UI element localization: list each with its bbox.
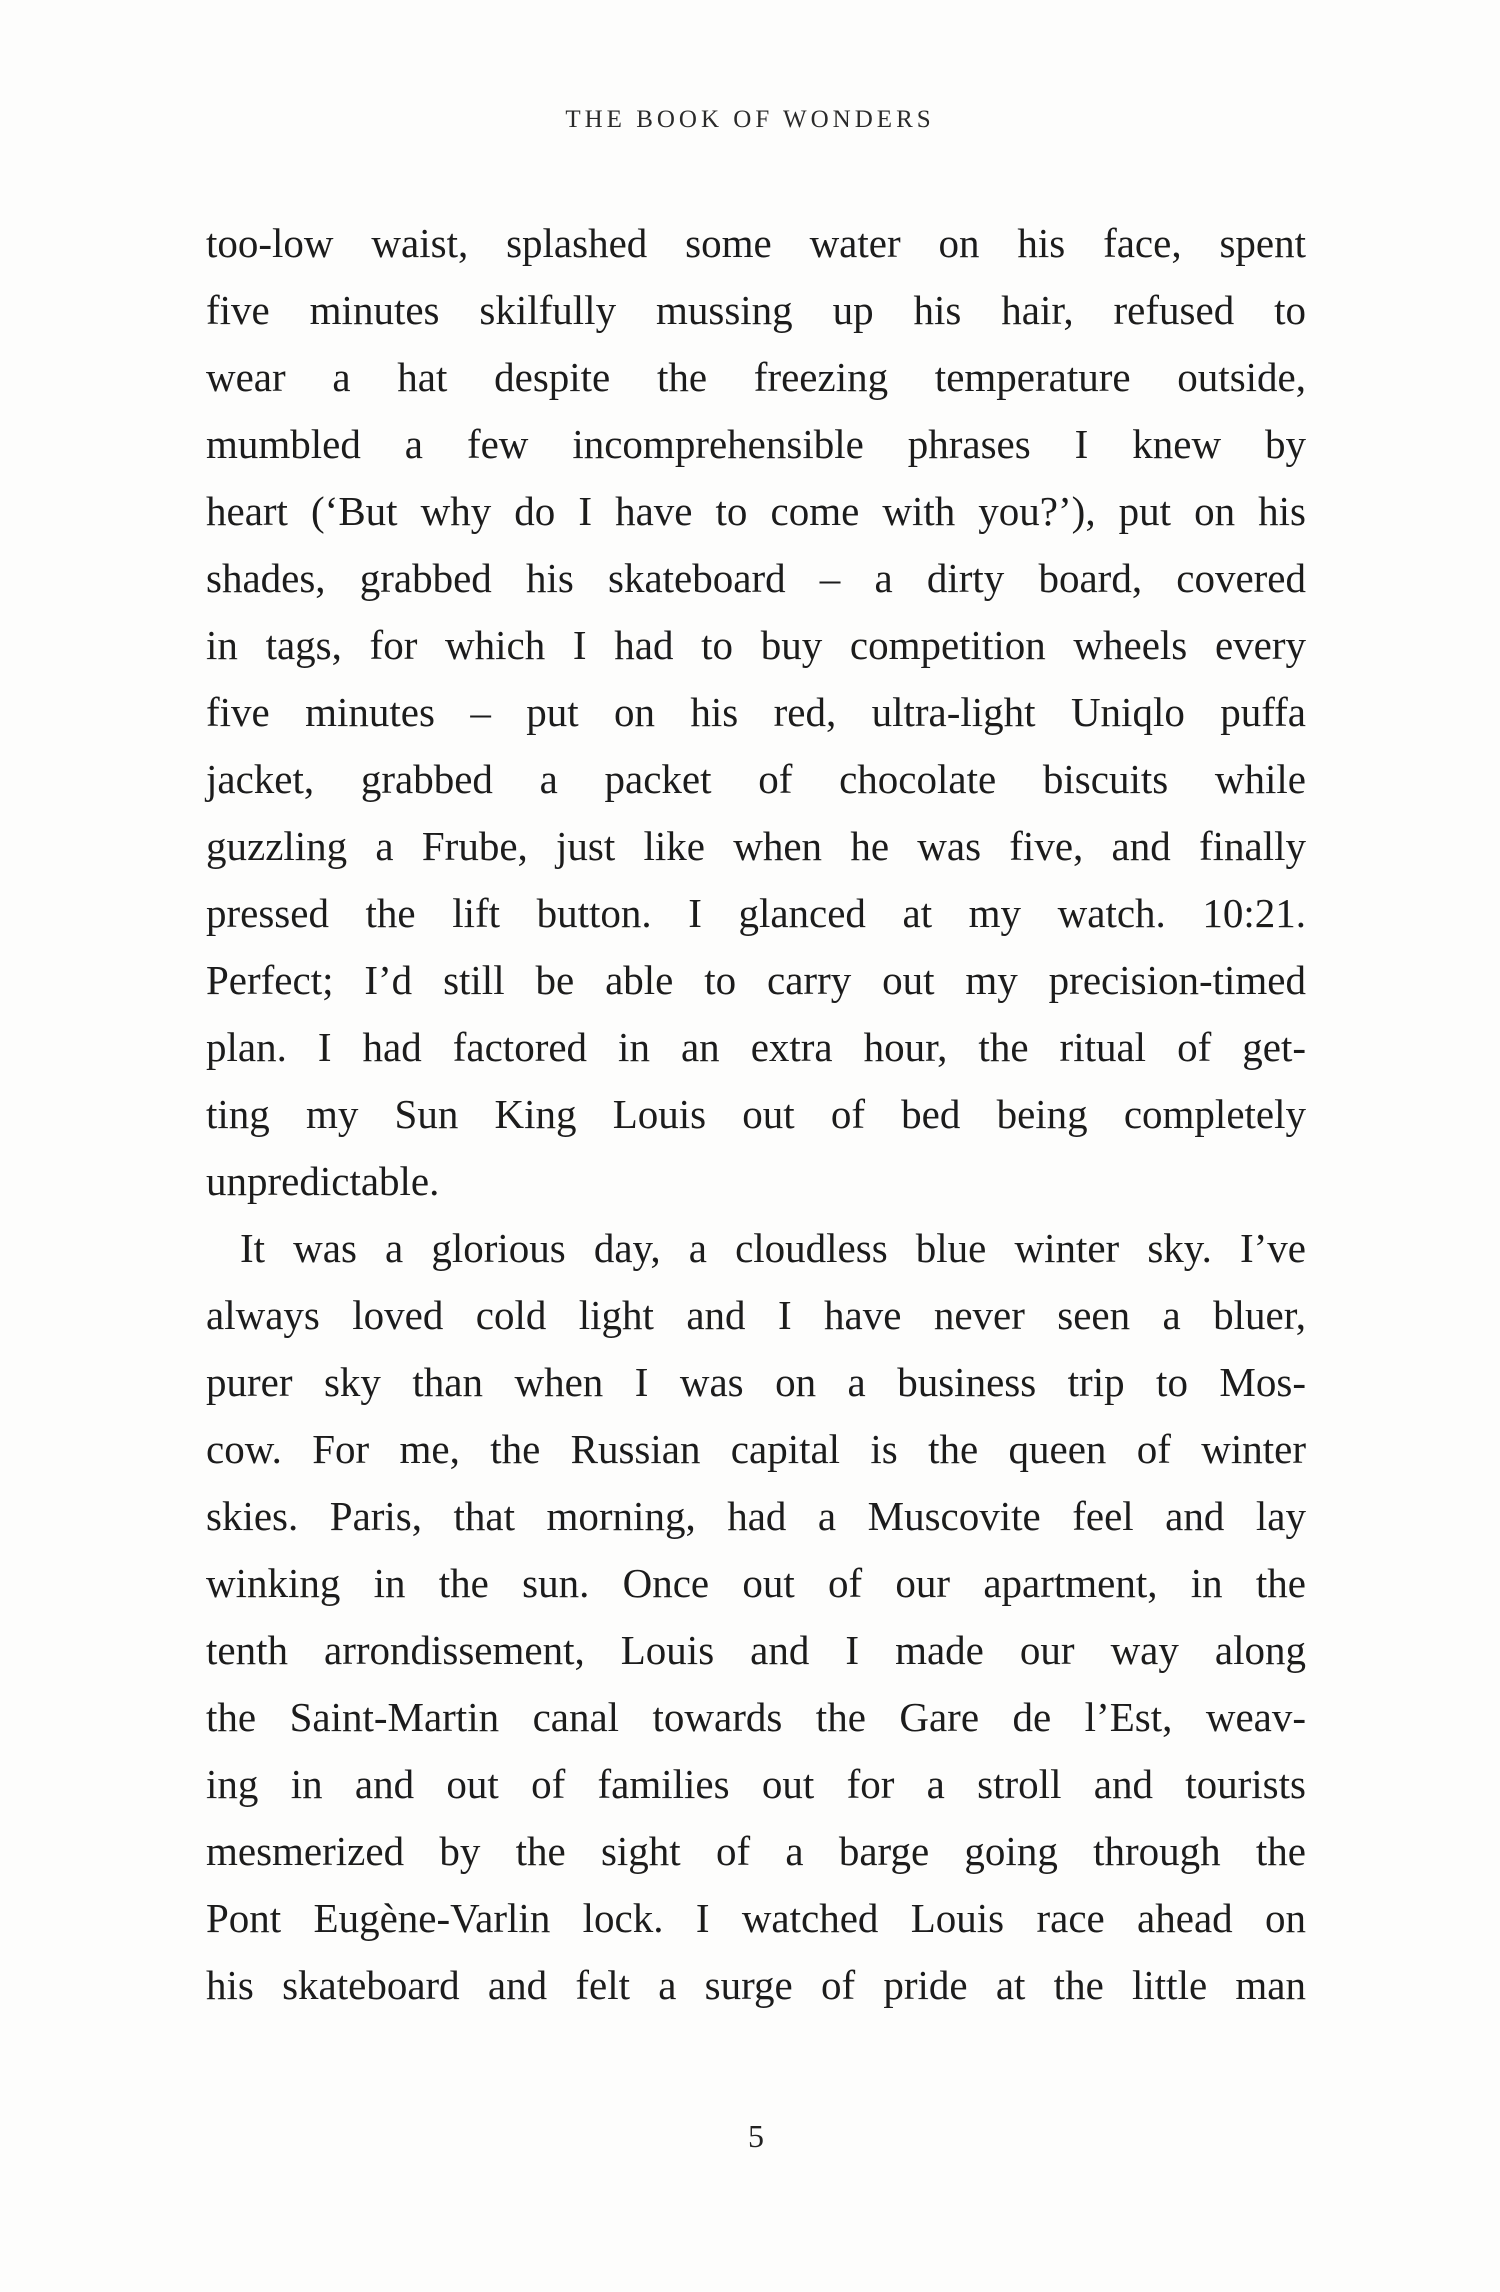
- paragraph-2: [206, 1215, 1306, 2019]
- text-line: Perfect; I’d still be able to carry out my precision-timed: [206, 957, 1306, 1003]
- text-line: shades, grabbed his skateboard – a dirty board, covered: [206, 555, 1306, 601]
- text-line: ting my Sun King Louis out of bed being completely: [206, 1091, 1306, 1137]
- text-line: pressed the lift button. I glanced at my watch. 10:21.: [206, 890, 1306, 936]
- text-line: plan. I had factored in an extra hour, the ritual of get-: [206, 1024, 1306, 1070]
- text-line: unpredictable.: [206, 1158, 440, 1204]
- text-line: in tags, for which I had to buy competition wheels every: [206, 622, 1306, 668]
- text-line: mesmerized by the sight of a barge going through the: [206, 1828, 1306, 1874]
- text-line: five minutes – put on his red, ultra-light Uniqlo puffa: [206, 689, 1306, 735]
- text-line: tenth arrondissement, Louis and I made our way along: [206, 1627, 1306, 1673]
- text-line: cow. For me, the Russian capital is the queen of winter: [206, 1426, 1306, 1472]
- page-number: 5: [748, 2118, 764, 2154]
- text-line: guzzling a Frube, just like when he was five, and finally: [206, 823, 1306, 869]
- text-line: heart (‘But why do I have to come with you?’), put on his: [206, 488, 1306, 534]
- text-line: the Saint-Martin canal towards the Gare de l’Est, weav-: [206, 1694, 1306, 1740]
- text-line: ing in and out of families out for a stroll and tourists: [206, 1761, 1306, 1807]
- paragraph-1: [206, 210, 1306, 1215]
- text-line: Pont Eugène-Varlin lock. I watched Louis race ahead on: [206, 1895, 1306, 1941]
- text-line: It was a glorious day, a cloudless blue winter sky. I’ve: [240, 1225, 1306, 1271]
- text-line: mumbled a few incomprehensible phrases I knew by: [206, 421, 1306, 467]
- text-line: winking in the sun. Once out of our apartment, in the: [206, 1560, 1306, 1606]
- text-line: his skateboard and felt a surge of pride at the little man: [206, 1962, 1306, 2008]
- body-text: [206, 210, 1306, 2019]
- text-line: always loved cold light and I have never seen a bluer,: [206, 1292, 1306, 1338]
- text-line: five minutes skilfully mussing up his hair, refused to: [206, 287, 1306, 333]
- text-line: purer sky than when I was on a business trip to Mos-: [206, 1359, 1306, 1405]
- text-line: wear a hat despite the freezing temperature outside,: [206, 354, 1306, 400]
- running-head: THE BOOK OF WONDERS: [565, 106, 935, 133]
- text-line: skies. Paris, that morning, had a Muscovite feel and lay: [206, 1493, 1306, 1539]
- text-line: too-low waist, splashed some water on his face, spent: [206, 220, 1306, 266]
- text-line: jacket, grabbed a packet of chocolate biscuits while: [206, 756, 1306, 802]
